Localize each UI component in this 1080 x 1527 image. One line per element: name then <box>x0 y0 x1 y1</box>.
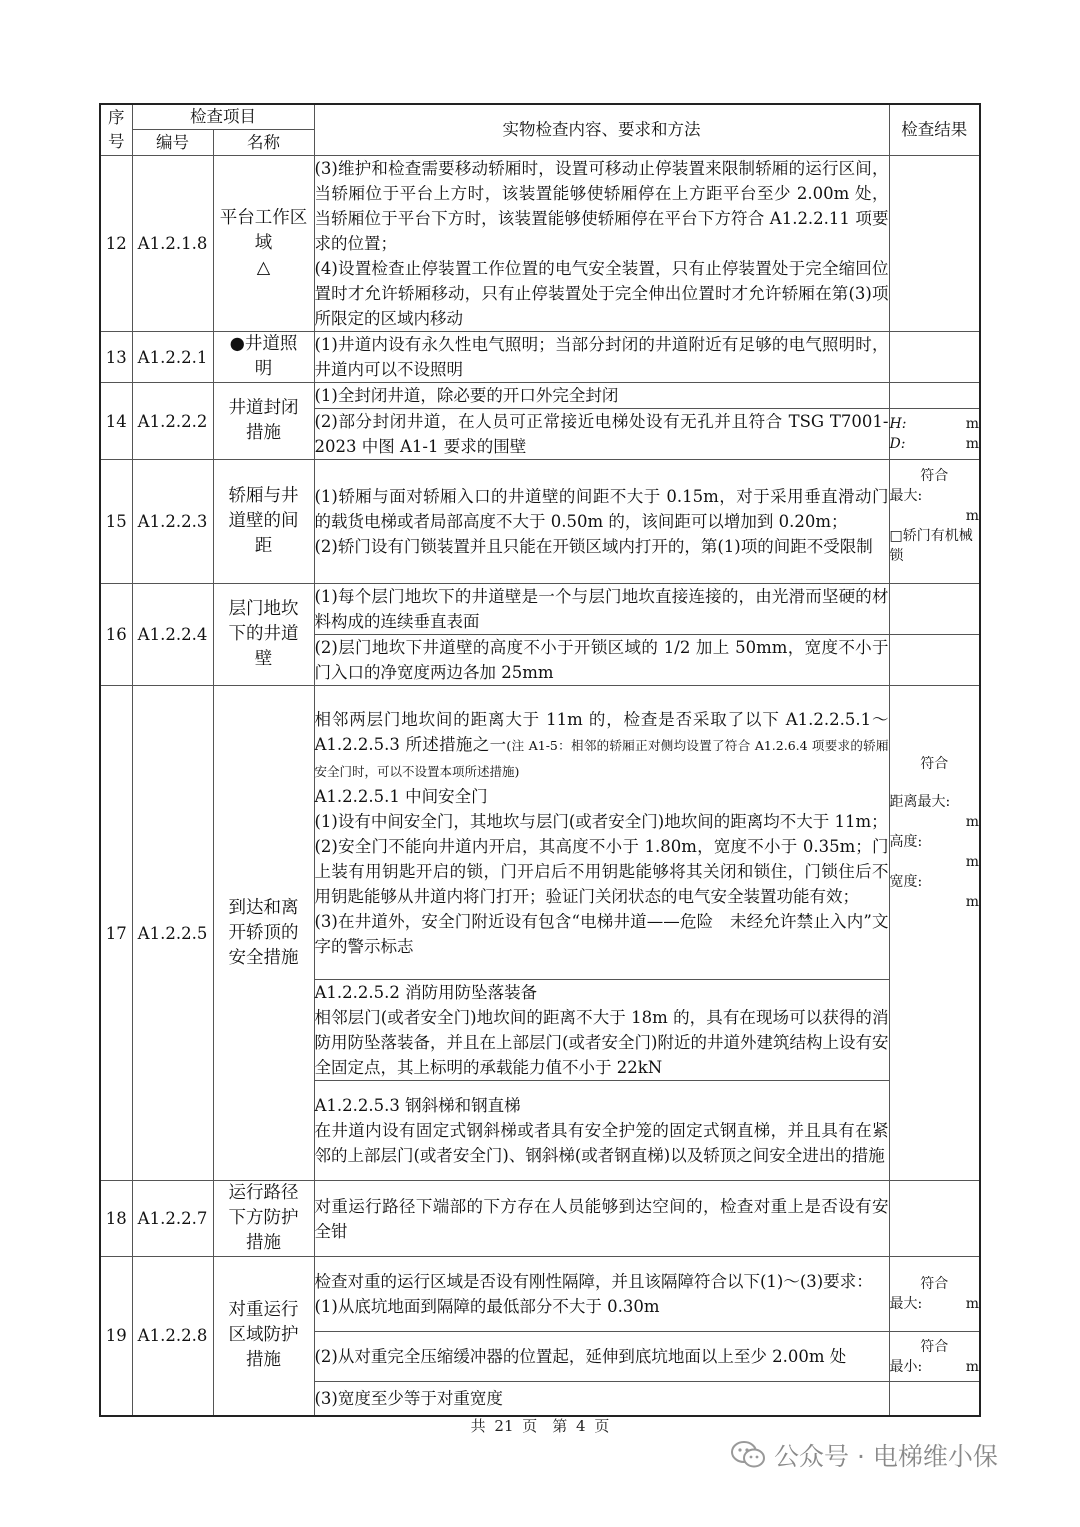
row-code: A1.2.2.2 <box>132 383 213 460</box>
result-unit: m <box>965 814 979 830</box>
row-name: 轿厢与井道壁的间距 <box>213 460 314 584</box>
row-content: (2)从对重完全压缩缓冲器的位置起，延伸到底坑地面以上至少 2.00m 处 <box>314 1332 889 1382</box>
row-seq: 17 <box>100 686 132 1181</box>
row-code: A1.2.2.1 <box>132 332 213 383</box>
content-para: (4)设置检查止停装置工作位置的电气安全装置，只有止停装置处于完全缩回位置时才允许轿厢移动，只有止停装置处于完全伸出位置时才允许轿厢在第(3)项所限定的区域内移动 <box>314 259 889 328</box>
result-min-label: 最小: <box>889 1358 923 1375</box>
result-unit: m <box>965 854 979 870</box>
row-result <box>889 1382 980 1416</box>
table-row <box>100 332 980 383</box>
table-row <box>100 584 980 635</box>
row-seq: 16 <box>100 584 132 686</box>
content-para: (1)轿厢与面对轿厢入口的井道壁的间距不大于 0.15m，对于采用垂直滑动门的载货电梯或者局部高度不大于 0.50m 的，该间距可以增加到 0.20m； <box>314 487 889 531</box>
watermark <box>730 1432 998 1478</box>
result-line <box>890 434 980 454</box>
row-code: A1.2.2.4 <box>132 584 213 686</box>
row-content: (2)部分封闭井道，在人员可正常接近电梯处设有无孔并且符合 TSG T7001-2023 中图 A1-1 要求的围壁 <box>314 409 889 460</box>
result-unit: m <box>965 1296 979 1312</box>
result-line <box>890 414 980 434</box>
row-content <box>314 1257 889 1332</box>
row-content: (3)宽度至少等于对重宽度 <box>314 1382 889 1416</box>
row-name: 井道封闭措施 <box>213 383 314 460</box>
result-unit: m <box>965 508 979 524</box>
row-result <box>889 460 980 584</box>
page-footer: 共 21 页 第 4 页 <box>470 1417 610 1435</box>
table-row <box>100 686 980 980</box>
note-text: (注 A1-5：相邻的轿厢正对侧均设置了符合 A1.2.6.4 项要求的轿厢安全门时，可以不设置本项所述措施) <box>314 737 889 779</box>
result-unit: m <box>965 1358 979 1375</box>
content-para: (2)安全门不能向井道内开启，其高度不小于 1.80m，宽度不小于 0.35m；门上装有用钥匙开启的锁，门开启后不用钥匙能够将其关闭和锁住，门锁住后不用钥匙能够从井道内将门打开；验证门关闭状态的电气安全装置功能有效； <box>314 836 889 906</box>
result-height-label: 高度: <box>889 834 923 850</box>
row-content: 对重运行路径下端部的下方存在人员能够到达空间的，检查对重上是否设有安全钳 <box>314 1181 889 1257</box>
row-result <box>889 1181 980 1257</box>
row-seq: 12 <box>100 156 132 332</box>
row-result <box>889 635 980 686</box>
section-title: A1.2.2.5.3 钢斜梯和钢直梯 <box>314 1096 521 1115</box>
content-para: (3)在井道外，安全门附近设有包含“电梯井道——危险 未经允许禁止入内”文字的警示标志 <box>314 911 889 956</box>
section-title: A1.2.2.5.2 消防用防坠落装备 <box>314 983 538 1002</box>
row-seq: 19 <box>100 1257 132 1416</box>
content-para: (1)设有中间安全门，其地坎与层门(或者安全门)地坎间的距离均不大于 11m； <box>314 811 888 831</box>
result-unit: m <box>965 894 979 910</box>
row-content <box>314 980 889 1081</box>
row-content <box>314 686 889 980</box>
row-name: 到达和离开轿顶的安全措施 <box>213 686 314 1181</box>
row-content: (1)每个层门地坎下的井道壁是一个与层门地坎直接连接的，由光滑而坚硬的材料构成的连续垂直表面 <box>314 584 889 635</box>
row-content: (1)井道内设有永久性电气照明；当部分封闭的井道附近有足够的电气照明时，井道内可以不设照明 <box>314 332 889 383</box>
row-content <box>314 460 889 584</box>
content-para <box>315 707 889 784</box>
row-result <box>889 156 980 332</box>
content-para: 在井道内设有固定式钢斜梯或者具有安全护笼的固定式钢直梯，并且具有在紧邻的上部层门(或者安全门)、钢斜梯(或者钢直梯)以及轿顶之间安全进出的措施 <box>314 1121 889 1165</box>
result-checkbox-lock[interactable]: □轿门有机械锁 <box>889 528 973 564</box>
row-result <box>889 1332 980 1382</box>
row-name: 层门地坎下的井道壁 <box>213 584 314 686</box>
row-code: A1.2.1.8 <box>132 156 213 332</box>
result-ok: 符合 <box>920 468 949 484</box>
row-result <box>889 332 980 383</box>
result-max-label: 最大: <box>889 488 923 504</box>
header-item: 检查项目 <box>132 104 314 130</box>
inspection-table <box>99 103 981 1417</box>
row-seq: 18 <box>100 1181 132 1257</box>
result-unit: m <box>965 416 979 432</box>
table-row <box>100 1257 980 1332</box>
row-result <box>889 409 980 460</box>
result-dist-label: 距离最大: <box>889 794 951 810</box>
result-ok: 符合 <box>920 1276 949 1292</box>
row-content: (1)全封闭井道，除必要的开口外完全封闭 <box>314 383 889 409</box>
row-name: 对重运行区域防护措施 <box>213 1257 314 1416</box>
table-row <box>100 383 980 409</box>
result-unit: m <box>965 436 979 452</box>
result-line <box>890 1294 980 1314</box>
wechat-icon <box>730 1440 766 1470</box>
result-max-label: 最大: <box>889 1296 923 1312</box>
result-label-d: D: <box>889 436 906 452</box>
row-code: A1.2.2.5 <box>132 686 213 1181</box>
row-result <box>889 686 980 1181</box>
row-result <box>889 383 980 409</box>
row-seq: 15 <box>100 460 132 584</box>
row-seq: 13 <box>100 332 132 383</box>
header-code: 编号 <box>132 130 213 156</box>
header-result: 检查结果 <box>889 104 980 156</box>
header-seq: 序 号 <box>100 104 132 156</box>
row-name: 平台工作区域 △ <box>213 156 314 332</box>
row-result <box>889 584 980 635</box>
result-ok: 符合 <box>920 1338 949 1355</box>
row-result <box>889 1257 980 1332</box>
content-para: (1)从底坑地面到隔障的最低部分不大于 0.30m <box>314 1297 660 1316</box>
result-ok: 符合 <box>920 756 949 772</box>
section-title: A1.2.2.5.1 中间安全门 <box>314 786 488 806</box>
row-code: A1.2.2.8 <box>132 1257 213 1416</box>
watermark-text: 公众号 · 电梯维小保 <box>774 1442 998 1471</box>
row-content <box>314 1081 889 1181</box>
row-code: A1.2.2.7 <box>132 1181 213 1257</box>
header-row <box>100 104 980 130</box>
table-row <box>100 460 980 584</box>
row-seq: 14 <box>100 383 132 460</box>
row-name: ●井道照明 <box>213 332 314 383</box>
content-para: (2)轿门设有门锁装置并且只能在开锁区域内打开的，第(1)项的间距不受限制 <box>314 537 873 556</box>
intro-text: 相邻两层门地坎间的距离大于 11m 的，检查是否采取了以下 A1.2.2.5.1～A1.2.2.5.3 所述措施之一 <box>314 709 889 754</box>
row-name: 运行路径下方防护措施 <box>213 1181 314 1257</box>
row-content: (2)层门地坎下井道壁的高度不小于开锁区域的 1/2 加上 50mm，宽度不小于门入口的净宽度两边各加 25mm <box>314 635 889 686</box>
result-line <box>890 1357 980 1377</box>
row-code: A1.2.2.3 <box>132 460 213 584</box>
header-name: 名称 <box>213 130 314 156</box>
result-width-label: 宽度: <box>889 874 923 890</box>
row-content <box>314 156 889 332</box>
result-label-h: H: <box>889 416 907 432</box>
content-para: (3)维护和检查需要移动轿厢时，设置可移动止停装置来限制轿厢的运行区间，当轿厢位于平台上方时，该装置能够使轿厢停在上方距平台至少 2.00m 处，当轿厢位于平台下方时，该装置能够使轿厢停在平台下方符合 A1.2.2.11 项要求的位置； <box>314 159 889 253</box>
content-para: 相邻层门(或者安全门)地坎间的距离不大于 18m 的，具有在现场可以获得的消防用防坠落装备，并且在上部层门(或者安全门)附近的井道外建筑结构上设有安全固定点，其上标明的承载能力值不小于 22kN <box>314 1008 889 1077</box>
content-para: 检查对重的运行区域是否设有刚性隔障，并且该隔障符合以下(1)～(3)要求： <box>314 1272 873 1291</box>
header-content: 实物检查内容、要求和方法 <box>314 104 889 156</box>
table-row <box>100 156 980 332</box>
inspection-document <box>99 103 981 1417</box>
table-row <box>100 1181 980 1257</box>
